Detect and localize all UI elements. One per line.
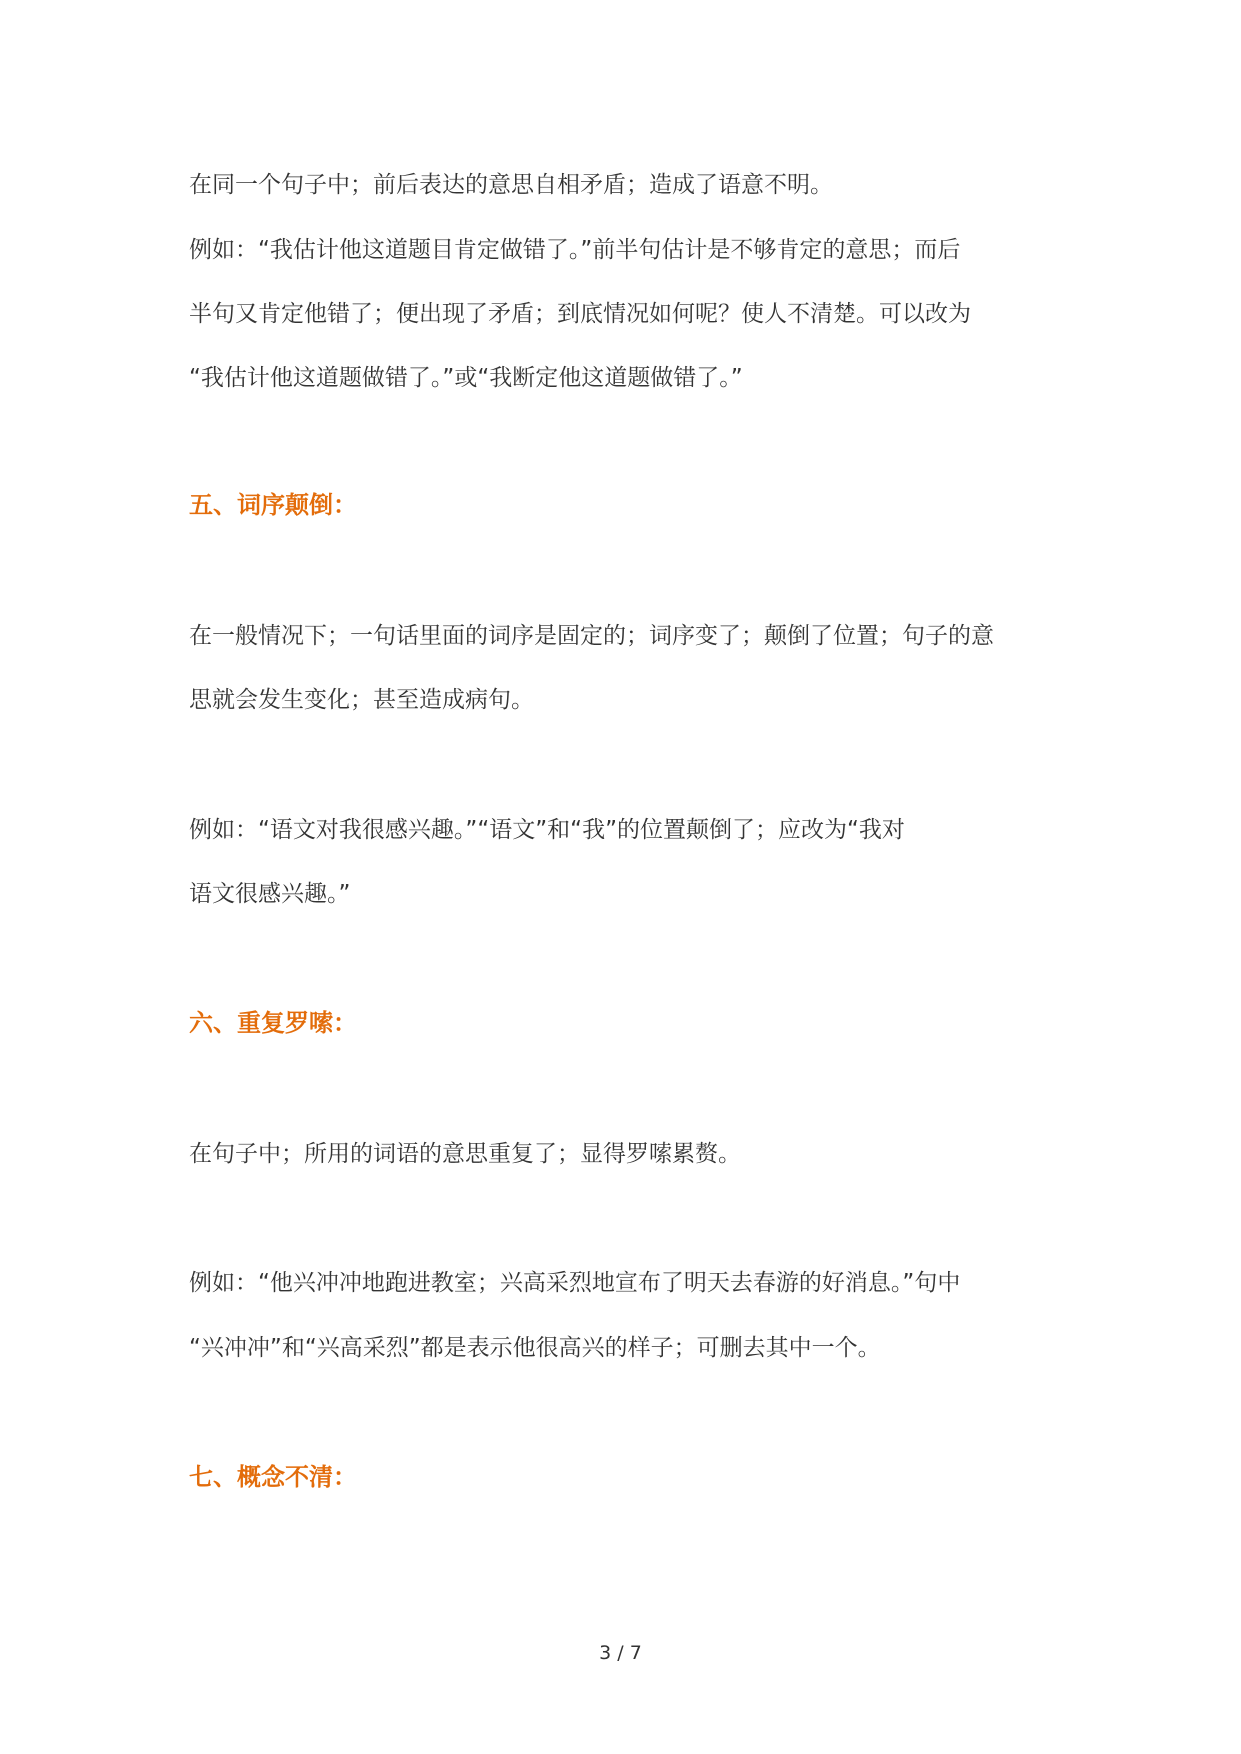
body-line: “兴冲冲”和“兴高采烈”都是表示他很高兴的样子；可删去其中一个。 xyxy=(189,1335,881,1361)
body-line: 例如：“语文对我很感兴趣。”“语文”和“我”的位置颠倒了；应改为“我对 xyxy=(189,817,905,843)
body-line: 语文很感兴趣。” xyxy=(189,881,351,907)
section-heading-5: 五、词序颠倒： xyxy=(189,491,357,519)
body-line: 在同一个句子中；前后表达的意思自相矛盾；造成了语意不明。 xyxy=(189,172,833,198)
section-heading-7: 七、概念不清： xyxy=(189,1463,357,1491)
body-line: “我估计他这道题做错了。”或“我断定他这道题做错了。” xyxy=(189,365,743,391)
body-line: 在一般情况下；一句话里面的词序是固定的；词序变了；颠倒了位置；句子的意 xyxy=(189,623,994,649)
page-number: 3 / 7 xyxy=(599,1642,642,1664)
body-line: 思就会发生变化；甚至造成病句。 xyxy=(189,687,534,713)
body-line: 例如：“我估计他这道题目肯定做错了。”前半句估计是不够肯定的意思；而后 xyxy=(189,237,961,263)
body-line: 半句又肯定他错了；便出现了矛盾；到底情况如何呢？使人不清楚。可以改为 xyxy=(189,301,971,327)
body-line: 例如：“他兴冲冲地跑进教室；兴高采烈地宣布了明天去春游的好消息。”句中 xyxy=(189,1270,961,1296)
body-line: 在句子中；所用的词语的意思重复了；显得罗嗦累赘。 xyxy=(189,1141,741,1167)
section-heading-6: 六、重复罗嗦： xyxy=(189,1009,357,1037)
